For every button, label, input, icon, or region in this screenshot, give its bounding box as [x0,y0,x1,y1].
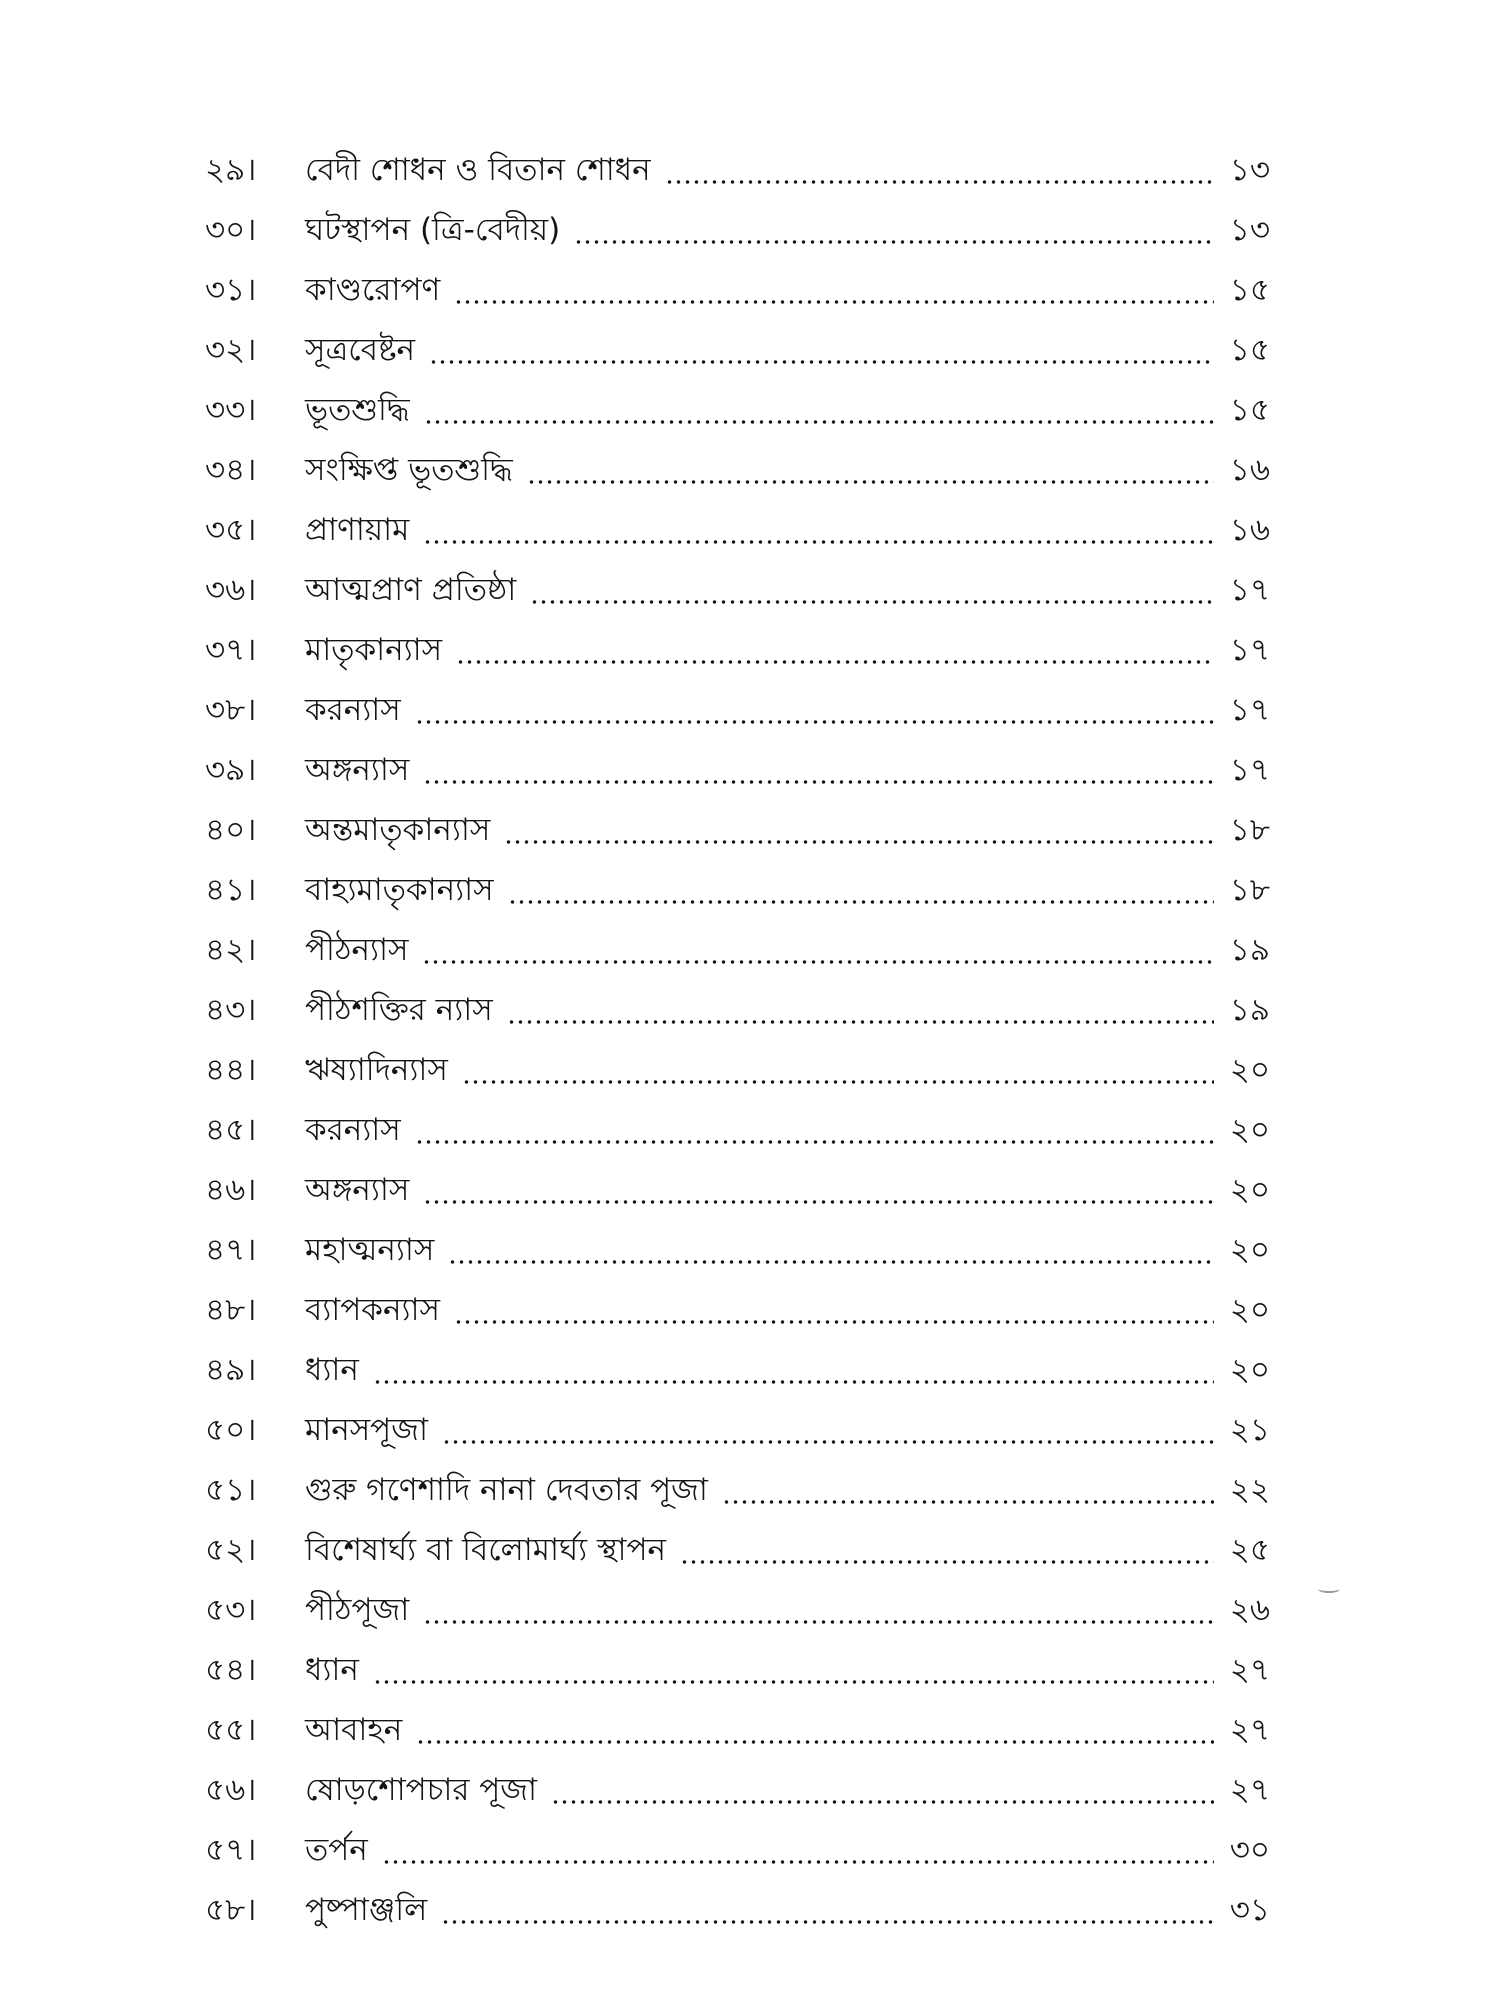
toc-entry-number: ৫৪। [205,1652,257,1688]
toc-dot-leader [665,179,1214,185]
toc-entry [205,1700,1270,1760]
toc-entry-page: ২০ [1229,1172,1270,1208]
toc-entry-title: তর্পন [305,1832,368,1868]
toc-entry-page: ১৭ [1229,752,1270,788]
toc-dot-leader [423,1619,1214,1625]
toc-entry-page: ২০ [1229,1112,1270,1148]
toc-entry [205,1580,1270,1640]
toc-entry [205,1880,1270,1940]
toc-dot-leader [507,1019,1214,1025]
toc-dot-leader [373,1679,1214,1685]
toc-entry-number: ৩৭। [205,632,257,668]
toc-entry-number: ৩১। [205,272,257,308]
toc-entry-title: করন্যাস [305,692,401,728]
toc-entry-title: ধ্যান [305,1352,359,1388]
toc-entry [205,680,1270,740]
toc-entry-title: আবাহন [305,1712,403,1748]
toc-entry [205,860,1270,920]
toc-entry-title: আত্মপ্রাণ প্রতিষ্ঠা [305,572,517,608]
toc-entry-title: অন্তমাতৃকান্যাস [305,812,491,848]
toc-entry-title: গুরু গণেশাদি নানা দেবতার পূজা [305,1472,708,1508]
toc-entry-title: করন্যাস [305,1112,401,1148]
toc-entry [205,1460,1270,1520]
toc-dot-leader [423,1199,1214,1205]
toc-entry-page: ১৬ [1229,512,1270,548]
toc-entry-title: কাণ্ডরোপণ [305,272,441,308]
toc-entry-title: পীঠপূজা [305,1592,410,1628]
toc-entry-title: সূত্রবেষ্টন [305,332,416,368]
toc-dot-leader [456,659,1214,665]
toc-dot-leader [530,599,1214,605]
toc-entry-page: ২১ [1229,1412,1270,1448]
toc-entry-number: ৪৫। [205,1112,257,1148]
toc-entry [205,1100,1270,1160]
toc-entry-page: ২৬ [1229,1592,1270,1628]
toc-entry-page: ১৬ [1229,452,1270,488]
toc-entry-page: ১৮ [1229,812,1270,848]
toc-entry [205,920,1270,980]
toc-entry-number: ৪৩। [205,992,257,1028]
toc-entry-number: ৪০। [205,812,257,848]
toc-entry-page: ৩১ [1229,1892,1270,1928]
toc-entry-number: ৩৯। [205,752,257,788]
toc-entry-page: ২৫ [1229,1532,1270,1568]
toc-entry [205,1340,1270,1400]
toc-entry [205,1220,1270,1280]
toc-entry-number: ৫৩। [205,1592,257,1628]
toc-entry-number: ২৯। [205,152,257,188]
toc-dot-leader [462,1079,1214,1085]
toc-entry-title: প্রাণায়াম [305,512,410,548]
toc-entry-title: ষোড়শোপচার পূজা [305,1772,538,1808]
toc-entry-page: ১৩ [1229,212,1270,248]
toc-entry [205,980,1270,1040]
toc-entry [205,1400,1270,1460]
toc-entry-number: ৩০। [205,212,257,248]
toc-entry-title: পীঠশক্তির ন্যাস [305,992,493,1028]
toc-entry-number: ৪২। [205,932,257,968]
toc-dot-leader [424,419,1214,425]
toc-entry [205,140,1270,200]
toc-entry-title: ভূতশুদ্ধি [305,392,410,428]
toc-entry-number: ৩৪। [205,452,257,488]
toc-entry-page: ১৩ [1229,152,1270,188]
toc-entry [205,800,1270,860]
toc-dot-leader [722,1499,1214,1505]
toc-entry-number: ৪১। [205,872,257,908]
toc-entry-title: মানসপূজা [305,1412,428,1448]
toc-entry-page: ২২ [1229,1472,1270,1508]
toc-entry-page: ২৭ [1229,1772,1270,1808]
toc-entry-page: ২০ [1229,1232,1270,1268]
scan-mark [1318,1585,1340,1593]
toc-entry-title: বেদী শোধন ও বিতান শোধন [305,152,651,188]
toc-entry-page: ১৮ [1229,872,1270,908]
toc-entry [205,1520,1270,1580]
toc-dot-leader [454,1319,1214,1325]
toc-dot-leader [441,1919,1214,1925]
toc-entry-number: ৪৭। [205,1232,257,1268]
toc-entry-title: অঙ্গন্যাস [305,1172,410,1208]
toc-entry-title: ঋষ্যাদিন্যাস [305,1052,448,1088]
toc-dot-leader [423,779,1214,785]
toc-dot-leader [423,539,1214,545]
toc-entry [205,1040,1270,1100]
toc-dot-leader [508,899,1214,905]
toc-entry-page: ২০ [1229,1052,1270,1088]
toc-entry-title: মাতৃকান্যাস [305,632,443,668]
toc-entry [205,440,1270,500]
toc-entry-number: ৪৬। [205,1172,257,1208]
toc-dot-leader [527,479,1214,485]
toc-entry [205,320,1270,380]
toc-entry [205,620,1270,680]
toc-entry [205,260,1270,320]
toc-entry-page: ১৯ [1229,932,1270,968]
toc-entry-title: ঘটস্থাপন (ত্রি-বেদীয়) [305,212,561,248]
toc-entry-number: ৫২। [205,1532,257,1568]
toc-entry [205,1760,1270,1820]
toc-entry [205,380,1270,440]
toc-entry-number: ৪৯। [205,1352,257,1388]
toc-entry [205,1820,1270,1880]
toc-dot-leader [574,239,1214,245]
toc-dot-leader [504,839,1214,845]
toc-entry-page: ১৫ [1229,272,1270,308]
toc-entry-title: বিশেষার্ঘ্য বা বিলোমার্ঘ্য স্থাপন [305,1532,667,1568]
toc-entry-number: ৩৩। [205,392,257,428]
toc-entry-number: ৫৮। [205,1892,257,1928]
toc-entry-page: ১৭ [1229,632,1270,668]
toc-entry-page: ১৫ [1229,332,1270,368]
toc-entry-page: ২৭ [1229,1652,1270,1688]
toc-entry-page: ২০ [1229,1292,1270,1328]
toc-entry-number: ৪৮। [205,1292,257,1328]
toc-entry-number: ৫০। [205,1412,257,1448]
toc-dot-leader [373,1379,1214,1385]
toc-entry-number: ৫১। [205,1472,257,1508]
toc-entry-number: ৫৫। [205,1712,257,1748]
toc-dot-leader [454,299,1214,305]
toc-entry [205,1640,1270,1700]
toc-dot-leader [551,1799,1214,1805]
toc-dot-leader [415,719,1214,725]
toc-entry [205,200,1270,260]
toc-entry-number: ৪৪। [205,1052,257,1088]
toc-entry-number: ৩৫। [205,512,257,548]
table-of-contents [205,140,1270,1940]
toc-entry-title: অঙ্গন্যাস [305,752,410,788]
toc-entry-title: পীঠন্যাস [305,932,409,968]
toc-dot-leader [415,1139,1214,1145]
toc-dot-leader [416,1739,1214,1745]
toc-entry-number: ৩৮। [205,692,257,728]
toc-entry-title: সংক্ষিপ্ত ভূতশুদ্ধি [305,452,513,488]
toc-entry [205,1160,1270,1220]
toc-dot-leader [680,1559,1214,1565]
toc-dot-leader [442,1439,1214,1445]
toc-entry-page: ১৭ [1229,572,1270,608]
toc-entry [205,500,1270,560]
toc-entry-page: ১৫ [1229,392,1270,428]
toc-entry-number: ৩২। [205,332,257,368]
toc-dot-leader [422,959,1214,965]
toc-entry-title: পুষ্পাঞ্জলি [305,1892,428,1928]
toc-entry-title: ব্যাপকন্যাস [305,1292,440,1328]
toc-entry-page: ১৭ [1229,692,1270,728]
toc-entry-number: ৩৬। [205,572,257,608]
toc-entry-number: ৫৬। [205,1772,257,1808]
toc-dot-leader [448,1259,1214,1265]
toc-entry [205,560,1270,620]
toc-dot-leader [382,1859,1214,1865]
toc-dot-leader [429,359,1214,365]
toc-entry-title: মহাত্মন্যাস [305,1232,435,1268]
toc-entry-title: বাহ্যমাতৃকান্যাস [305,872,494,908]
toc-entry-title: ধ্যান [305,1652,359,1688]
toc-entry [205,1280,1270,1340]
toc-entry-page: ৩০ [1229,1832,1270,1868]
toc-entry [205,740,1270,800]
toc-entry-page: ১৯ [1229,992,1270,1028]
toc-entry-number: ৫৭। [205,1832,257,1868]
toc-entry-page: ২৭ [1229,1712,1270,1748]
toc-entry-page: ২০ [1229,1352,1270,1388]
